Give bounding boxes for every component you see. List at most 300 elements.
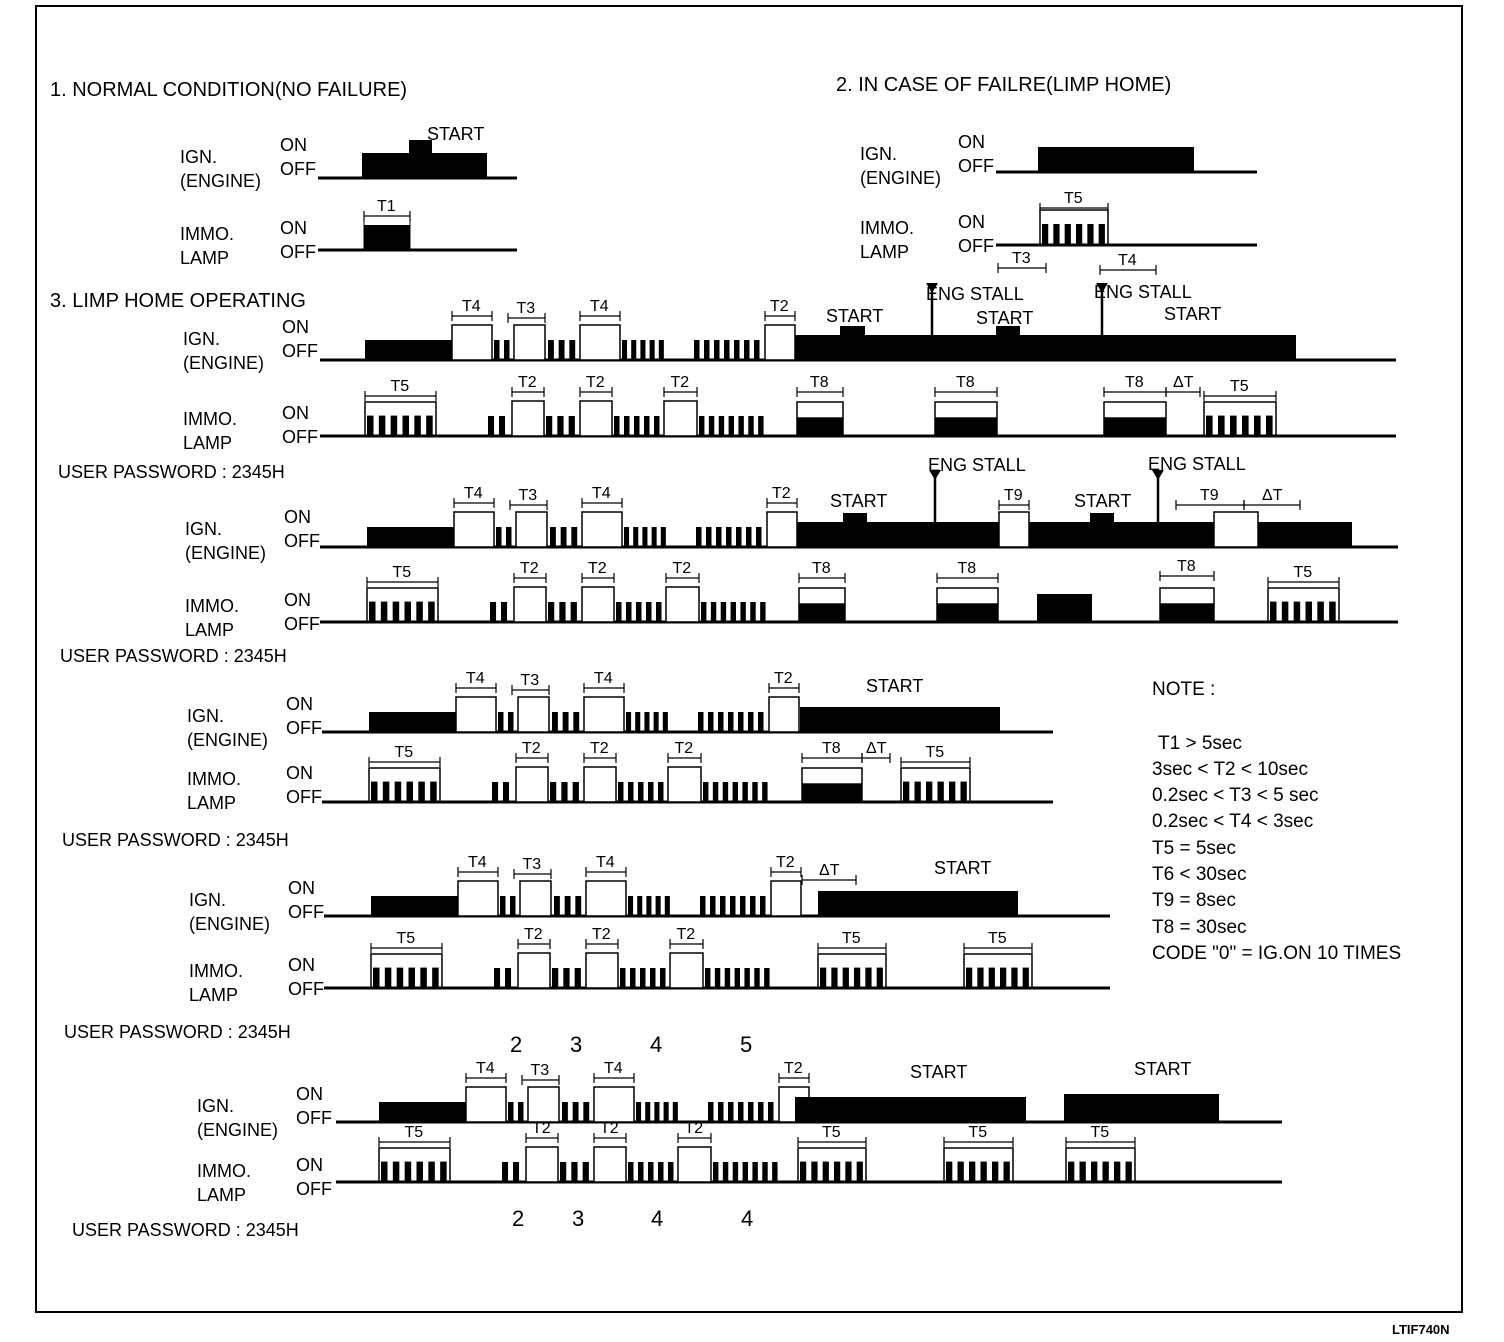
pulse-bar bbox=[416, 602, 423, 622]
start-label: START bbox=[830, 491, 888, 511]
digits-lower bbox=[512, 1206, 753, 1231]
pulse-bar bbox=[397, 968, 404, 988]
digit-marker: 3 bbox=[572, 1206, 585, 1231]
timing-label-t2: T2 bbox=[776, 854, 795, 871]
timing-label-t2: T2 bbox=[520, 560, 539, 577]
timing-label-t3: T3 bbox=[520, 672, 540, 689]
pulse-bar bbox=[407, 782, 414, 802]
timing-label-t4: T4 bbox=[594, 670, 613, 687]
pulse-bar bbox=[1282, 602, 1289, 622]
pulse-bar bbox=[440, 1162, 447, 1182]
pulse-bar bbox=[699, 416, 704, 436]
pulse-bar bbox=[501, 602, 507, 622]
pulse-bar bbox=[510, 896, 516, 916]
pulse-bar bbox=[656, 896, 661, 916]
pulse-bar bbox=[723, 1162, 728, 1182]
pulse-bar bbox=[926, 782, 932, 802]
start-label: START bbox=[910, 1062, 968, 1082]
pulse-bar bbox=[616, 602, 622, 622]
pulse-bar bbox=[418, 782, 425, 802]
pulse-solid bbox=[409, 140, 432, 178]
pulse-bar bbox=[640, 340, 645, 360]
pulse-outline bbox=[769, 697, 799, 732]
pulse-bar bbox=[650, 340, 655, 360]
pulse-bar bbox=[733, 782, 738, 802]
pulse-outline bbox=[518, 697, 549, 732]
pulse-outline bbox=[514, 325, 545, 360]
pulse-bar bbox=[573, 1102, 579, 1122]
pulse-bar bbox=[504, 340, 510, 360]
pulse-bar bbox=[552, 712, 558, 732]
pulse-bar bbox=[563, 712, 569, 732]
pulse-bar bbox=[638, 1162, 644, 1182]
pulse-bar bbox=[620, 968, 626, 988]
pulse-solid bbox=[797, 522, 1352, 547]
pulse-bar bbox=[428, 602, 435, 622]
timing-label-t4: T4 bbox=[466, 670, 485, 687]
pulse-bar bbox=[729, 416, 734, 436]
pulse-bar bbox=[499, 416, 505, 436]
pulse-outline bbox=[670, 953, 703, 988]
eng-stall-label: ENG STALL bbox=[1148, 454, 1246, 474]
on-label: ON bbox=[288, 878, 315, 898]
start-label: START bbox=[1074, 491, 1132, 511]
pulse-bar bbox=[705, 968, 710, 988]
timing-label-t8: T8 bbox=[810, 374, 829, 391]
pulse-bar bbox=[854, 968, 860, 988]
pulse-bar bbox=[513, 1162, 519, 1182]
pulse-bar bbox=[704, 340, 710, 360]
pulse-bar bbox=[428, 1162, 435, 1182]
timing-label-t8: T8 bbox=[957, 560, 977, 577]
pulse-outline bbox=[668, 767, 701, 802]
pulse-bar bbox=[1023, 968, 1029, 988]
pulse-bar bbox=[750, 602, 755, 622]
pulse-bar bbox=[709, 416, 714, 436]
pulse-bar bbox=[720, 896, 726, 916]
pulse-bar bbox=[648, 782, 654, 802]
pulse-bar bbox=[505, 968, 511, 988]
pulse-outline bbox=[582, 587, 614, 622]
pulse-bar bbox=[488, 416, 494, 436]
immo-label: IMMO. bbox=[180, 224, 234, 244]
pulse-solid bbox=[800, 707, 1000, 732]
timing-label-t2: T2 bbox=[670, 374, 690, 391]
pulse-bar bbox=[583, 1102, 589, 1122]
timing-label-t2: T2 bbox=[588, 560, 607, 577]
pulse-bar bbox=[760, 896, 766, 916]
pulse-bar bbox=[559, 602, 565, 622]
pulse-outline bbox=[582, 512, 622, 547]
digit-marker: 4 bbox=[741, 1206, 754, 1231]
pulse-bar bbox=[715, 968, 720, 988]
pulse-outline bbox=[371, 954, 442, 988]
pulse-bar bbox=[559, 340, 565, 360]
off-label: OFF bbox=[296, 1179, 332, 1199]
pulse-bar bbox=[743, 1162, 748, 1182]
pulse-outline bbox=[458, 881, 498, 916]
pulse-bar bbox=[758, 712, 764, 732]
note-line: 0.2sec < T4 < 3sec bbox=[1152, 811, 1314, 832]
pulse-bar bbox=[628, 1162, 634, 1182]
timing-label-t2: T2 bbox=[532, 1120, 551, 1137]
pulse-bar bbox=[903, 782, 909, 802]
pulse-bar bbox=[811, 1162, 817, 1182]
pulse-outline bbox=[456, 697, 496, 732]
pulse-bar bbox=[714, 340, 720, 360]
pulse-bar bbox=[637, 896, 642, 916]
pulse-bar bbox=[718, 1102, 724, 1122]
pulse-bar bbox=[652, 527, 657, 547]
pulse-bar bbox=[393, 1162, 400, 1182]
immo-label: IMMO. bbox=[187, 769, 241, 789]
engine-label: (ENGINE) bbox=[187, 730, 268, 750]
engine-label: (ENGINE) bbox=[185, 543, 266, 563]
timing-label-t3: T3 bbox=[530, 1062, 550, 1079]
pulse-outline bbox=[798, 1148, 866, 1182]
on-label: ON bbox=[958, 212, 985, 232]
pulse-outline bbox=[528, 1087, 559, 1122]
timing-label-t4: T4 bbox=[464, 485, 483, 502]
pulse-bar bbox=[744, 968, 749, 988]
timing-label-t4: T4 bbox=[604, 1060, 623, 1077]
pulse-outline bbox=[1066, 1148, 1135, 1182]
timing-label-t5: T5 bbox=[392, 564, 412, 581]
on-label: ON bbox=[280, 135, 307, 155]
pulse-bar bbox=[634, 416, 640, 436]
pulse-bar bbox=[432, 968, 439, 988]
pulse-outline bbox=[818, 954, 886, 988]
note-line: 0.2sec < T3 < 5 sec bbox=[1152, 785, 1319, 806]
pulse-bar bbox=[664, 1102, 669, 1122]
on-label: ON bbox=[284, 507, 311, 527]
note-title: NOTE : bbox=[1152, 679, 1216, 700]
timing-label-t4: T4 bbox=[592, 485, 611, 502]
pulse-solid bbox=[379, 1102, 466, 1122]
pulse-bar bbox=[548, 340, 554, 360]
digit-marker: 5 bbox=[740, 1032, 753, 1057]
pulse-bar bbox=[385, 968, 392, 988]
pulse-outline bbox=[901, 768, 970, 802]
on-label: ON bbox=[282, 403, 309, 423]
pulse-bar bbox=[1218, 416, 1225, 436]
pulse-bar bbox=[628, 896, 633, 916]
timing-label-t2: T2 bbox=[784, 1060, 803, 1077]
pulse-bar bbox=[618, 782, 624, 802]
pulse-bar bbox=[772, 1162, 777, 1182]
ign-label: IGN. bbox=[187, 706, 225, 726]
pulse-bar bbox=[494, 968, 500, 988]
pulse-bar bbox=[502, 1162, 508, 1182]
pulse-bar bbox=[708, 1102, 714, 1122]
ign-label: IGN. bbox=[189, 890, 227, 910]
timing-label-t5: T5 bbox=[822, 1124, 841, 1141]
on-label: ON bbox=[286, 694, 313, 714]
pulse-bar bbox=[367, 416, 374, 436]
section-title-limp-home: 3. LIMP HOME OPERATING bbox=[50, 290, 306, 312]
pulse-bar bbox=[561, 527, 567, 547]
pulse-bar bbox=[571, 602, 577, 622]
pulse-outline bbox=[367, 588, 438, 622]
pulse-bar bbox=[552, 968, 558, 988]
timing-label-dt: ΔT bbox=[866, 740, 887, 757]
timing-label-t2: T2 bbox=[522, 740, 541, 757]
pulse-solid bbox=[1160, 603, 1214, 622]
pulse-bar bbox=[654, 1102, 659, 1122]
timing-label-dt: ΔT bbox=[1173, 374, 1194, 391]
pulse-bar bbox=[405, 1162, 412, 1182]
pulse-bar bbox=[379, 416, 386, 436]
pulse-bar bbox=[393, 602, 400, 622]
pulse-bar bbox=[636, 602, 642, 622]
user-password-label: USER PASSWORD : 2345H bbox=[60, 646, 287, 666]
pulse-bar bbox=[391, 416, 398, 436]
pulse-bar bbox=[696, 527, 702, 547]
pulse-bar bbox=[642, 527, 647, 547]
pulse-bar bbox=[1254, 416, 1261, 436]
start-label: START bbox=[427, 124, 485, 144]
pulse-bar bbox=[748, 416, 753, 436]
pulse-outline bbox=[1040, 210, 1108, 245]
pulse-bar bbox=[645, 1102, 650, 1122]
pulse-outline bbox=[520, 881, 551, 916]
off-label: OFF bbox=[280, 159, 316, 179]
pulse-bar bbox=[1126, 1162, 1132, 1182]
pulse-bar bbox=[706, 527, 712, 547]
pulse-bar bbox=[768, 1102, 774, 1122]
pulse-bar bbox=[721, 602, 726, 622]
note-line: T6 < 30sec bbox=[1152, 864, 1247, 885]
pulse-bar bbox=[644, 712, 649, 732]
off-label: OFF bbox=[288, 979, 324, 999]
timing-label-t2: T2 bbox=[770, 298, 789, 315]
pulse-outline bbox=[664, 401, 697, 436]
pulse-solid bbox=[935, 417, 997, 436]
timing-label-t2: T2 bbox=[518, 374, 537, 391]
immo-label: IMMO. bbox=[183, 409, 237, 429]
pulse-bar bbox=[494, 340, 500, 360]
pulse-bar bbox=[877, 968, 883, 988]
off-label: OFF bbox=[284, 614, 320, 634]
timing-label-t3: T3 bbox=[522, 856, 542, 873]
pulse-bar bbox=[506, 527, 512, 547]
engine-label: (ENGINE) bbox=[183, 353, 264, 373]
pulse-bar bbox=[383, 782, 390, 802]
digit-marker: 2 bbox=[510, 1032, 523, 1057]
pulse-bar bbox=[1053, 224, 1059, 245]
pulse-bar bbox=[1306, 602, 1313, 622]
timing-label-t4: T4 bbox=[468, 854, 487, 871]
timing-label-t4: T4 bbox=[590, 298, 609, 315]
timing-label-t4: T4 bbox=[1118, 252, 1137, 269]
pulse-bar bbox=[989, 968, 995, 988]
ign-label: IGN. bbox=[185, 519, 223, 539]
pulse-outline bbox=[516, 512, 547, 547]
timing-label-t9: T9 bbox=[1004, 487, 1023, 504]
pulse-outline bbox=[767, 512, 797, 547]
pulse-bar bbox=[417, 1162, 424, 1182]
pulse-bar bbox=[626, 712, 631, 732]
start-label: START bbox=[976, 308, 1034, 328]
pulse-bar bbox=[1230, 416, 1237, 436]
note-line: 3sec < T2 < 10sec bbox=[1152, 759, 1308, 780]
off-label: OFF bbox=[280, 242, 316, 262]
pulse-outline bbox=[999, 512, 1029, 547]
lamp-label: LAMP bbox=[860, 242, 910, 262]
on-label: ON bbox=[286, 763, 313, 783]
lamp-label: LAMP bbox=[187, 793, 237, 813]
pulse-bar bbox=[646, 602, 652, 622]
pulse-outline bbox=[365, 402, 436, 436]
pulse-bar bbox=[728, 1102, 734, 1122]
pulse-bar bbox=[633, 527, 638, 547]
pulse-bar bbox=[395, 782, 402, 802]
pulse-bar bbox=[762, 782, 767, 802]
pulse-bar bbox=[1068, 1162, 1074, 1182]
eng-stall-label: ENG STALL bbox=[928, 455, 1026, 475]
pulse-bar bbox=[648, 1162, 654, 1182]
pulse-outline bbox=[586, 881, 626, 916]
pulse-bar bbox=[500, 896, 506, 916]
lamp-label: LAMP bbox=[185, 620, 235, 640]
pulse-solid bbox=[937, 603, 998, 622]
pulse-outline bbox=[594, 1147, 626, 1182]
pulse-outline bbox=[369, 768, 440, 802]
pulse-bar bbox=[546, 416, 552, 436]
digits-upper bbox=[510, 1032, 752, 1057]
pulse-bar bbox=[1266, 416, 1273, 436]
pulse-solid bbox=[799, 603, 845, 622]
lamp-label: LAMP bbox=[197, 1185, 247, 1205]
pulse-bar bbox=[575, 896, 581, 916]
ign-label: IGN. bbox=[860, 144, 898, 164]
on-label: ON bbox=[296, 1155, 323, 1175]
pulse-bar bbox=[659, 340, 664, 360]
on-label: ON bbox=[280, 218, 307, 238]
pulse-bar bbox=[571, 1162, 577, 1182]
pulse-bar bbox=[750, 896, 756, 916]
pulse-bar bbox=[550, 782, 556, 802]
pulse-bar bbox=[1103, 1162, 1109, 1182]
timing-label-dt: ΔT bbox=[819, 862, 840, 879]
pulse-solid bbox=[797, 417, 843, 436]
pulse-bar bbox=[742, 782, 747, 802]
timing-label-t4: T4 bbox=[476, 1060, 495, 1077]
pulse-bar bbox=[508, 1102, 514, 1122]
timing-label-t5: T5 bbox=[394, 744, 414, 761]
timing-label-t5: T5 bbox=[1064, 190, 1083, 207]
pulse-bar bbox=[723, 782, 728, 802]
digit-marker: 3 bbox=[570, 1032, 583, 1057]
immo-label: IMMO. bbox=[185, 596, 239, 616]
pulse-bar bbox=[718, 712, 724, 732]
pulse-solid bbox=[1104, 417, 1166, 436]
pulse-bar bbox=[823, 1162, 829, 1182]
pulse-outline bbox=[526, 1147, 558, 1182]
pulse-bar bbox=[700, 896, 706, 916]
timing-label-t4: T4 bbox=[462, 298, 481, 315]
pulse-outline bbox=[584, 697, 624, 732]
pulse-bar bbox=[583, 1162, 589, 1182]
pulse-solid bbox=[795, 335, 1296, 360]
engine-label: (ENGINE) bbox=[189, 914, 270, 934]
pulse-bar bbox=[845, 1162, 851, 1182]
lamp-label: LAMP bbox=[189, 985, 239, 1005]
pulse-solid bbox=[802, 783, 862, 802]
pulse-bar bbox=[698, 712, 704, 732]
pulse-outline bbox=[379, 1148, 450, 1182]
pulse-solid bbox=[818, 891, 1018, 916]
pulse-bar bbox=[758, 1102, 764, 1122]
pulse-bar bbox=[708, 712, 714, 732]
pulse-bar bbox=[1000, 968, 1006, 988]
pulse-bar bbox=[1317, 602, 1324, 622]
pulse-bar bbox=[1091, 1162, 1097, 1182]
pulse-bar bbox=[725, 968, 730, 988]
timing-label-t2: T2 bbox=[672, 560, 692, 577]
pulse-outline bbox=[518, 953, 550, 988]
pulse-bar bbox=[865, 968, 871, 988]
pulse-bar bbox=[569, 340, 575, 360]
pulse-bar bbox=[734, 340, 740, 360]
pulse-bar bbox=[977, 968, 983, 988]
pulse-outline bbox=[580, 401, 612, 436]
pulse-bar bbox=[630, 968, 636, 988]
pulse-outline bbox=[1214, 512, 1258, 547]
pulse-solid bbox=[840, 326, 865, 360]
start-label: START bbox=[1164, 304, 1222, 324]
pulse-bar bbox=[711, 602, 716, 622]
pulse-bar bbox=[498, 712, 504, 732]
pulse-bar bbox=[946, 1162, 952, 1182]
timing-label-t2: T2 bbox=[600, 1120, 619, 1137]
pulse-bar bbox=[635, 712, 640, 732]
pulse-bar bbox=[731, 602, 736, 622]
pulse-bar bbox=[371, 782, 378, 802]
on-label: ON bbox=[296, 1084, 323, 1104]
pulse-bar bbox=[636, 1102, 641, 1122]
pulse-solid bbox=[367, 527, 454, 547]
off-label: OFF bbox=[296, 1108, 332, 1128]
engine-label: (ENGINE) bbox=[197, 1120, 278, 1140]
pulse-bar bbox=[992, 1162, 998, 1182]
pulse-bar bbox=[369, 602, 376, 622]
start-label: START bbox=[1134, 1059, 1192, 1079]
pulse-bar bbox=[1270, 602, 1277, 622]
pulse-bar bbox=[420, 968, 427, 988]
note-line: T5 = 5sec bbox=[1152, 838, 1236, 859]
pulse-bar bbox=[650, 968, 656, 988]
engine-label: (ENGINE) bbox=[860, 168, 941, 188]
immo-label: IMMO. bbox=[189, 961, 243, 981]
pulse-bar bbox=[730, 896, 736, 916]
pulse-bar bbox=[733, 1162, 738, 1182]
pulse-bar bbox=[403, 416, 410, 436]
pulse-outline bbox=[452, 325, 492, 360]
timing-label-t3: T3 bbox=[516, 300, 536, 317]
start-label: START bbox=[826, 306, 884, 326]
pulse-bar bbox=[373, 968, 380, 988]
pulse-bar bbox=[557, 416, 563, 436]
timing-label-t5: T5 bbox=[390, 378, 410, 395]
timing-label-t3: T3 bbox=[1012, 250, 1031, 267]
pulse-bar bbox=[673, 1102, 678, 1122]
pulse-bar bbox=[563, 968, 569, 988]
pulse-bar bbox=[738, 1102, 744, 1122]
pulse-bar bbox=[560, 1162, 566, 1182]
pulse-bar bbox=[1329, 602, 1336, 622]
pulse-outline bbox=[964, 954, 1032, 988]
